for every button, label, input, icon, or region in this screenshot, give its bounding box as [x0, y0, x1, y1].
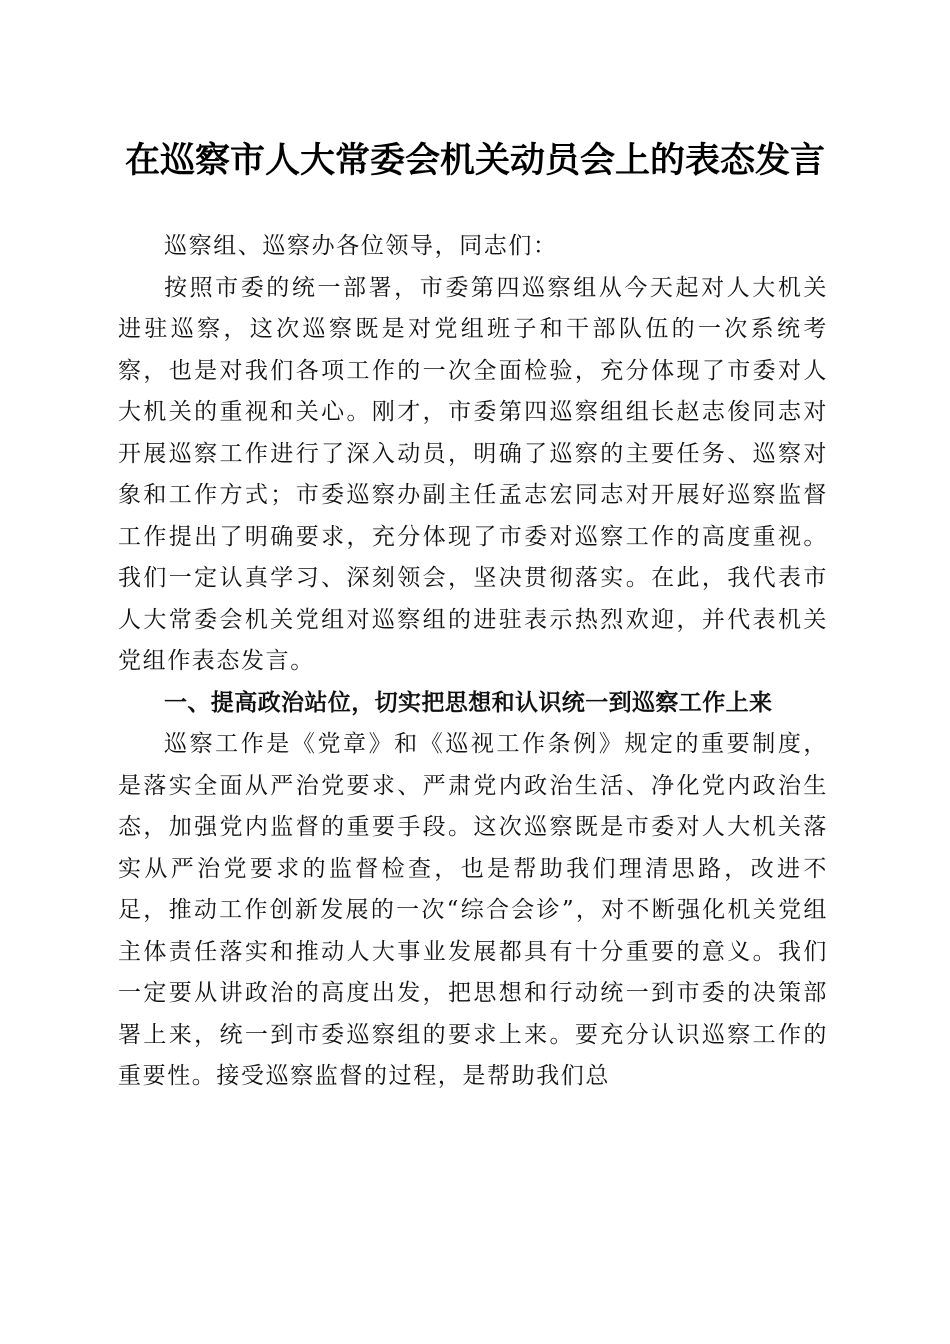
salutation: 巡察组、巡察办各位领导，同志们： [164, 233, 558, 259]
document-title: 在巡察市人大常委会机关动员会上的表态发言 [124, 140, 825, 181]
section-heading: 一、提高政治站位，切实把思想和认识统一到巡察工作上来 [164, 689, 773, 716]
paragraph-intro: 按照市委的统一部署，市委第四巡察组从今天起对人大机关进驻巡察，这次巡察既是对党组班子和干部队伍的一次系统考察，也是对我们各项工作的一次全面检验，充分体现了市委对人大机关的重视和关心。刚才，市委第四巡察组组长赵志俊同志对开展巡察工作进行了深入动员，明确了巡察的主要任务、巡察对象和工作方式；市委巡察办副主任孟志宏同志对开展好巡察监督工作提出了明确要求，充分体现了市委对巡察工作的高度重视。我们一定认真学习、深刻领会，坚决贯彻落实。在此，我代表市人大常委会机关党组对巡察组的进驻表示热烈欢迎，并代表机关党组作表态发言。 [118, 274, 828, 674]
paragraph-section-1: 巡察工作是《党章》和《巡视工作条例》规定的重要制度，是落实全面从严治党要求、严肃党内政治生活、净化党内政治生态，加强党内监督的重要手段。这次巡察既是市委对人大机关落实从严治党要求的监督检查，也是帮助我们理清思路，改进不足，推动工作创新发展的一次“综合会诊”，对不断强化机关党组主体责任落实和推动人大事业发展都具有十分重要的意义。我们一定要从讲政治的高度出发，把思想和行动统一到市委的决策部署上来，统一到市委巡察组的要求上来。要充分认识巡察工作的重要性。接受巡察监督的过程，是帮助我们总 [118, 731, 828, 1089]
document-body [118, 226, 828, 1098]
